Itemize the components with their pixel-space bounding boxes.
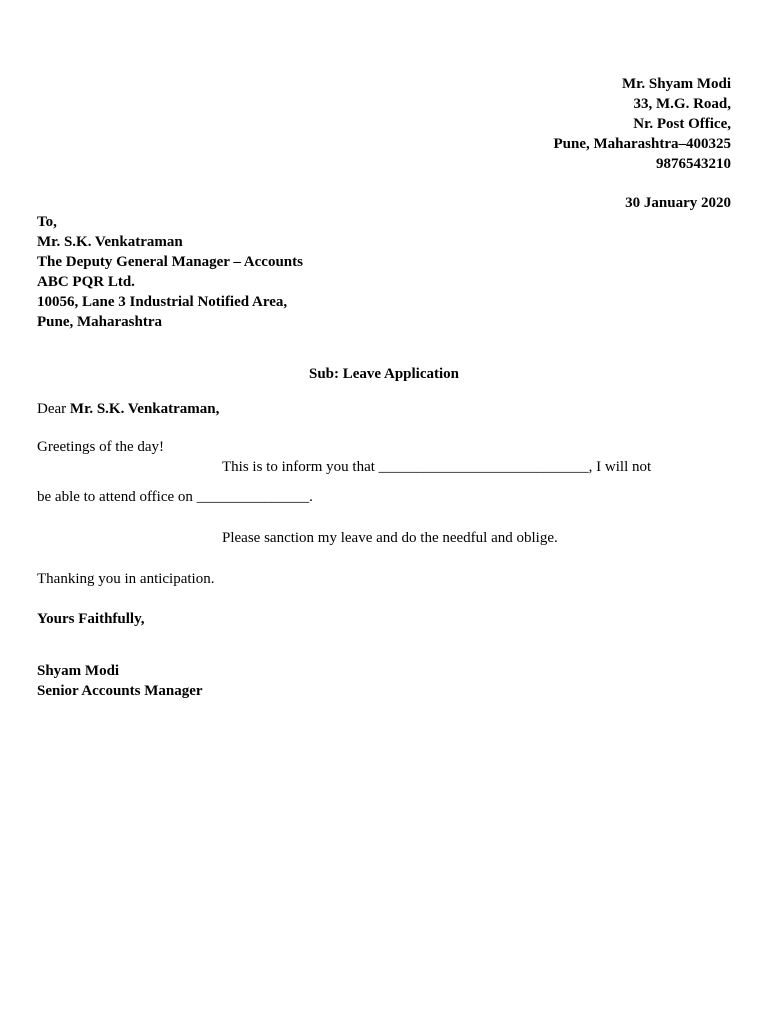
sender-city-line: Pune, Maharashtra–400325	[553, 136, 731, 152]
sign-off: Yours Faithfully,	[37, 611, 145, 627]
paragraph1-line1: This is to inform you that ____________________________, I will not	[222, 459, 652, 475]
sender-address-line2: Nr. Post Office,	[633, 116, 731, 132]
recipient-company: ABC PQR Ltd.	[37, 274, 135, 290]
signer-name: Shyam Modi	[37, 663, 120, 679]
salutation-name: Mr. S.K. Venkatraman,	[69, 401, 220, 417]
thanks-text: Thanking you in anticipation.	[37, 571, 215, 587]
paragraph2-text: Please sanction my leave and do the needful and oblige.	[222, 530, 558, 546]
recipient-address-line1: 10056, Lane 3 Industrial Notified Area,	[37, 294, 288, 310]
signer-title: Senior Accounts Manager	[37, 683, 203, 699]
salutation-prefix: Dear	[37, 401, 70, 417]
sender-phone: 9876543210	[656, 156, 731, 172]
paragraph1-line2: be able to attend office on _______________.	[37, 489, 313, 505]
recipient-title: The Deputy General Manager – Accounts	[37, 254, 303, 270]
salutation	[37, 399, 219, 419]
sender-name: Mr. Shyam Modi	[621, 76, 731, 92]
greeting-text: Greetings of the day!	[37, 439, 165, 455]
to-label: To,	[37, 214, 57, 230]
recipient-name: Mr. S.K. Venkatraman	[37, 234, 183, 250]
recipient-address-block	[37, 212, 303, 332]
recipient-address-line2: Pune, Maharashtra	[37, 314, 162, 330]
subject-line: Sub: Leave Application	[308, 366, 460, 382]
sender-address-line1: 33, M.G. Road,	[633, 96, 731, 112]
letter-date: 30 January 2020	[625, 195, 731, 211]
sender-address-block	[554, 74, 732, 174]
